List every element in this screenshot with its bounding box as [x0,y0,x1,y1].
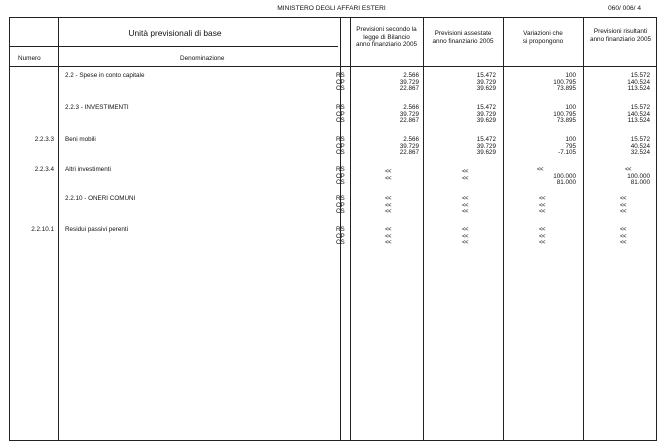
value-cell: << [539,227,546,233]
row-col2 [430,137,496,157]
value-cell: << [620,202,627,209]
value-cell: << [620,233,627,240]
value-cell: 81.000 [556,179,576,187]
value-cell: 113.524 [627,85,650,93]
table-row [10,167,658,189]
row-denominazione: Residui passivi perenti [65,226,128,233]
row-col4 [588,73,650,93]
row-numero: 2.2.3.4 [34,166,54,173]
row-col1 [355,105,419,125]
row-numero: 2.2.3.3 [34,136,54,143]
value-cell: 100 [565,136,576,143]
col2-heading-line: Previsioni assestate [434,30,492,37]
kind-label: CP [336,142,345,150]
value-cell: 15.472 [476,104,496,111]
value-cell: << [385,227,392,233]
row-numero: 2.2.10.1 [31,226,54,233]
value-cell: << [620,196,627,202]
value-cell: 39.729 [476,78,496,86]
value-cell: 100.000 [627,172,650,180]
value-cell: 2.566 [403,72,419,79]
budget-table [9,17,657,441]
value-cell: 795 [565,142,576,150]
value-cell: << [539,196,546,202]
value-cell: << [462,209,469,216]
kind-label: RS [336,195,345,202]
numero-heading: Numero [18,55,41,62]
value-cell: 100.000 [553,172,576,180]
col1-heading-line: Previsioni secondo la [356,26,417,33]
value-cell: 113.524 [627,117,650,125]
kind-label: RS [336,226,345,233]
value-cell: 22.867 [399,85,419,93]
row-col3 [510,167,576,187]
kind-label: CP [336,172,345,180]
col4-heading [583,28,658,43]
header-divider [10,66,656,67]
value-cell: << [462,233,469,240]
value-cell: << [385,169,392,175]
kind-label: CS [336,85,345,93]
table-row [10,73,658,95]
value-cell: 2.566 [403,104,419,111]
table-row [10,137,658,159]
kind-label: CP [336,110,345,118]
value-cell: 39.629 [476,149,496,157]
row-col2 [462,196,472,216]
value-cell: << [620,227,627,233]
value-cell: 22.867 [399,149,419,157]
value-cell: 2.566 [403,136,419,143]
kind-label: CS [336,179,345,187]
value-cell: 73.895 [556,117,576,125]
value-cell: << [385,240,392,247]
col2-heading-line: anno finanziario 2005 [432,37,494,45]
page-code: 060/ 006/ 4 [608,5,641,12]
value-cell: 81.000 [630,179,650,187]
row-col1 [355,73,419,93]
col4-heading-line: anno finanziario 2005 [589,35,652,43]
row-denominazione: 2.2.3 - INVESTIMENTI [65,104,129,111]
value-cell: << [385,233,392,240]
kind-label: RS [336,72,345,79]
row-col1 [355,137,419,157]
table-row [10,105,658,127]
unita-heading: Unità previsionali di base [128,28,222,38]
value-cell: << [462,169,469,175]
col1-heading [350,26,423,49]
ministry-title: MINISTERO DEGLI AFFARI ESTERI [277,5,386,12]
denominazione-heading: Denominazione [180,55,225,62]
value-cell: << [385,209,392,216]
value-cell: 100 [565,72,576,79]
kind-label: CP [336,232,345,240]
row-kinds [336,167,345,187]
value-cell: << [385,175,392,182]
kind-label: CP [336,201,345,209]
value-cell: << [462,202,469,209]
row-col3 [539,227,549,247]
row-col2 [430,73,496,93]
row-kinds [336,73,345,93]
value-cell: -7.105 [558,149,576,157]
value-cell: 15.572 [630,104,650,111]
row-col3 [510,105,576,125]
value-cell: << [462,196,469,202]
value-cell: << [539,240,546,247]
value-cell: 15.472 [476,72,496,79]
col1-heading-line: legge di Bilancio [363,33,410,41]
kind-label: RS [336,136,345,143]
kind-label: CS [336,117,345,125]
value-cell: 100.795 [553,110,576,118]
row-kinds [336,105,345,125]
value-cell: 39.629 [476,85,496,93]
row-denominazione: Altri investimenti [65,166,111,173]
row-kinds [336,196,345,216]
row-col1 [385,227,395,247]
divider [10,46,338,47]
kind-label: RS [336,104,345,111]
row-col4 [588,137,650,157]
value-cell: << [462,227,469,233]
value-cell: 100.795 [553,78,576,86]
kind-label: CS [336,208,345,216]
value-cell: << [620,240,627,247]
col3-heading-line: Variazioni che [523,30,563,37]
row-col2 [430,105,496,125]
row-kinds [336,227,345,247]
row-col4 [620,227,630,247]
col1-heading-line: anno finanziario 2005 [355,41,418,48]
col2-heading [423,30,503,45]
value-cell: 39.629 [476,117,496,125]
row-col2 [462,227,472,247]
value-cell: 39.729 [476,110,496,118]
kind-label: RS [336,166,345,173]
row-denominazione: Beni mobili [65,136,96,143]
col4-heading-line: Previsioni risultanti [593,28,648,35]
table-row [10,196,658,218]
value-cell: << [539,202,546,209]
col3-heading-line: si propongono [522,37,564,45]
row-col3 [539,196,549,216]
row-denominazione: 2.2 - Spese in conto capitale [65,72,145,79]
value-cell: 39.729 [476,142,496,150]
value-cell: 15.572 [630,136,650,143]
value-cell: << [385,202,392,209]
kind-label: CS [336,239,345,247]
value-cell: << [537,167,544,173]
value-cell: << [539,233,546,240]
row-col3 [510,137,576,157]
row-kinds [336,137,345,157]
value-cell: 100 [565,104,576,111]
value-cell: 140.524 [627,78,650,86]
value-cell: 22.867 [399,117,419,125]
value-cell: 15.472 [476,136,496,143]
col3-heading [503,30,583,45]
value-cell: << [625,167,632,173]
table-row [10,227,658,249]
value-cell: 39.729 [399,78,419,86]
value-cell: << [385,196,392,202]
row-col4 [620,196,630,216]
value-cell: 73.895 [556,85,576,93]
kind-label: CS [336,149,345,157]
value-cell: 140.524 [627,110,650,118]
value-cell: 32.524 [630,149,650,157]
row-col1 [385,169,395,182]
value-cell: 15.572 [630,72,650,79]
value-cell: << [462,175,469,182]
value-cell: << [620,209,627,216]
value-cell: << [539,209,546,216]
row-col4 [588,105,650,125]
value-cell: << [462,240,469,247]
row-col2 [462,169,472,182]
value-cell: 39.729 [399,110,419,118]
row-col4 [588,167,650,187]
row-col1 [385,196,395,216]
row-denominazione: 2.2.10 - ONERI COMUNI [65,195,136,202]
value-cell: 40.524 [630,142,650,150]
value-cell: 39.729 [399,142,419,150]
kind-label: CP [336,78,345,86]
row-col3 [510,73,576,93]
